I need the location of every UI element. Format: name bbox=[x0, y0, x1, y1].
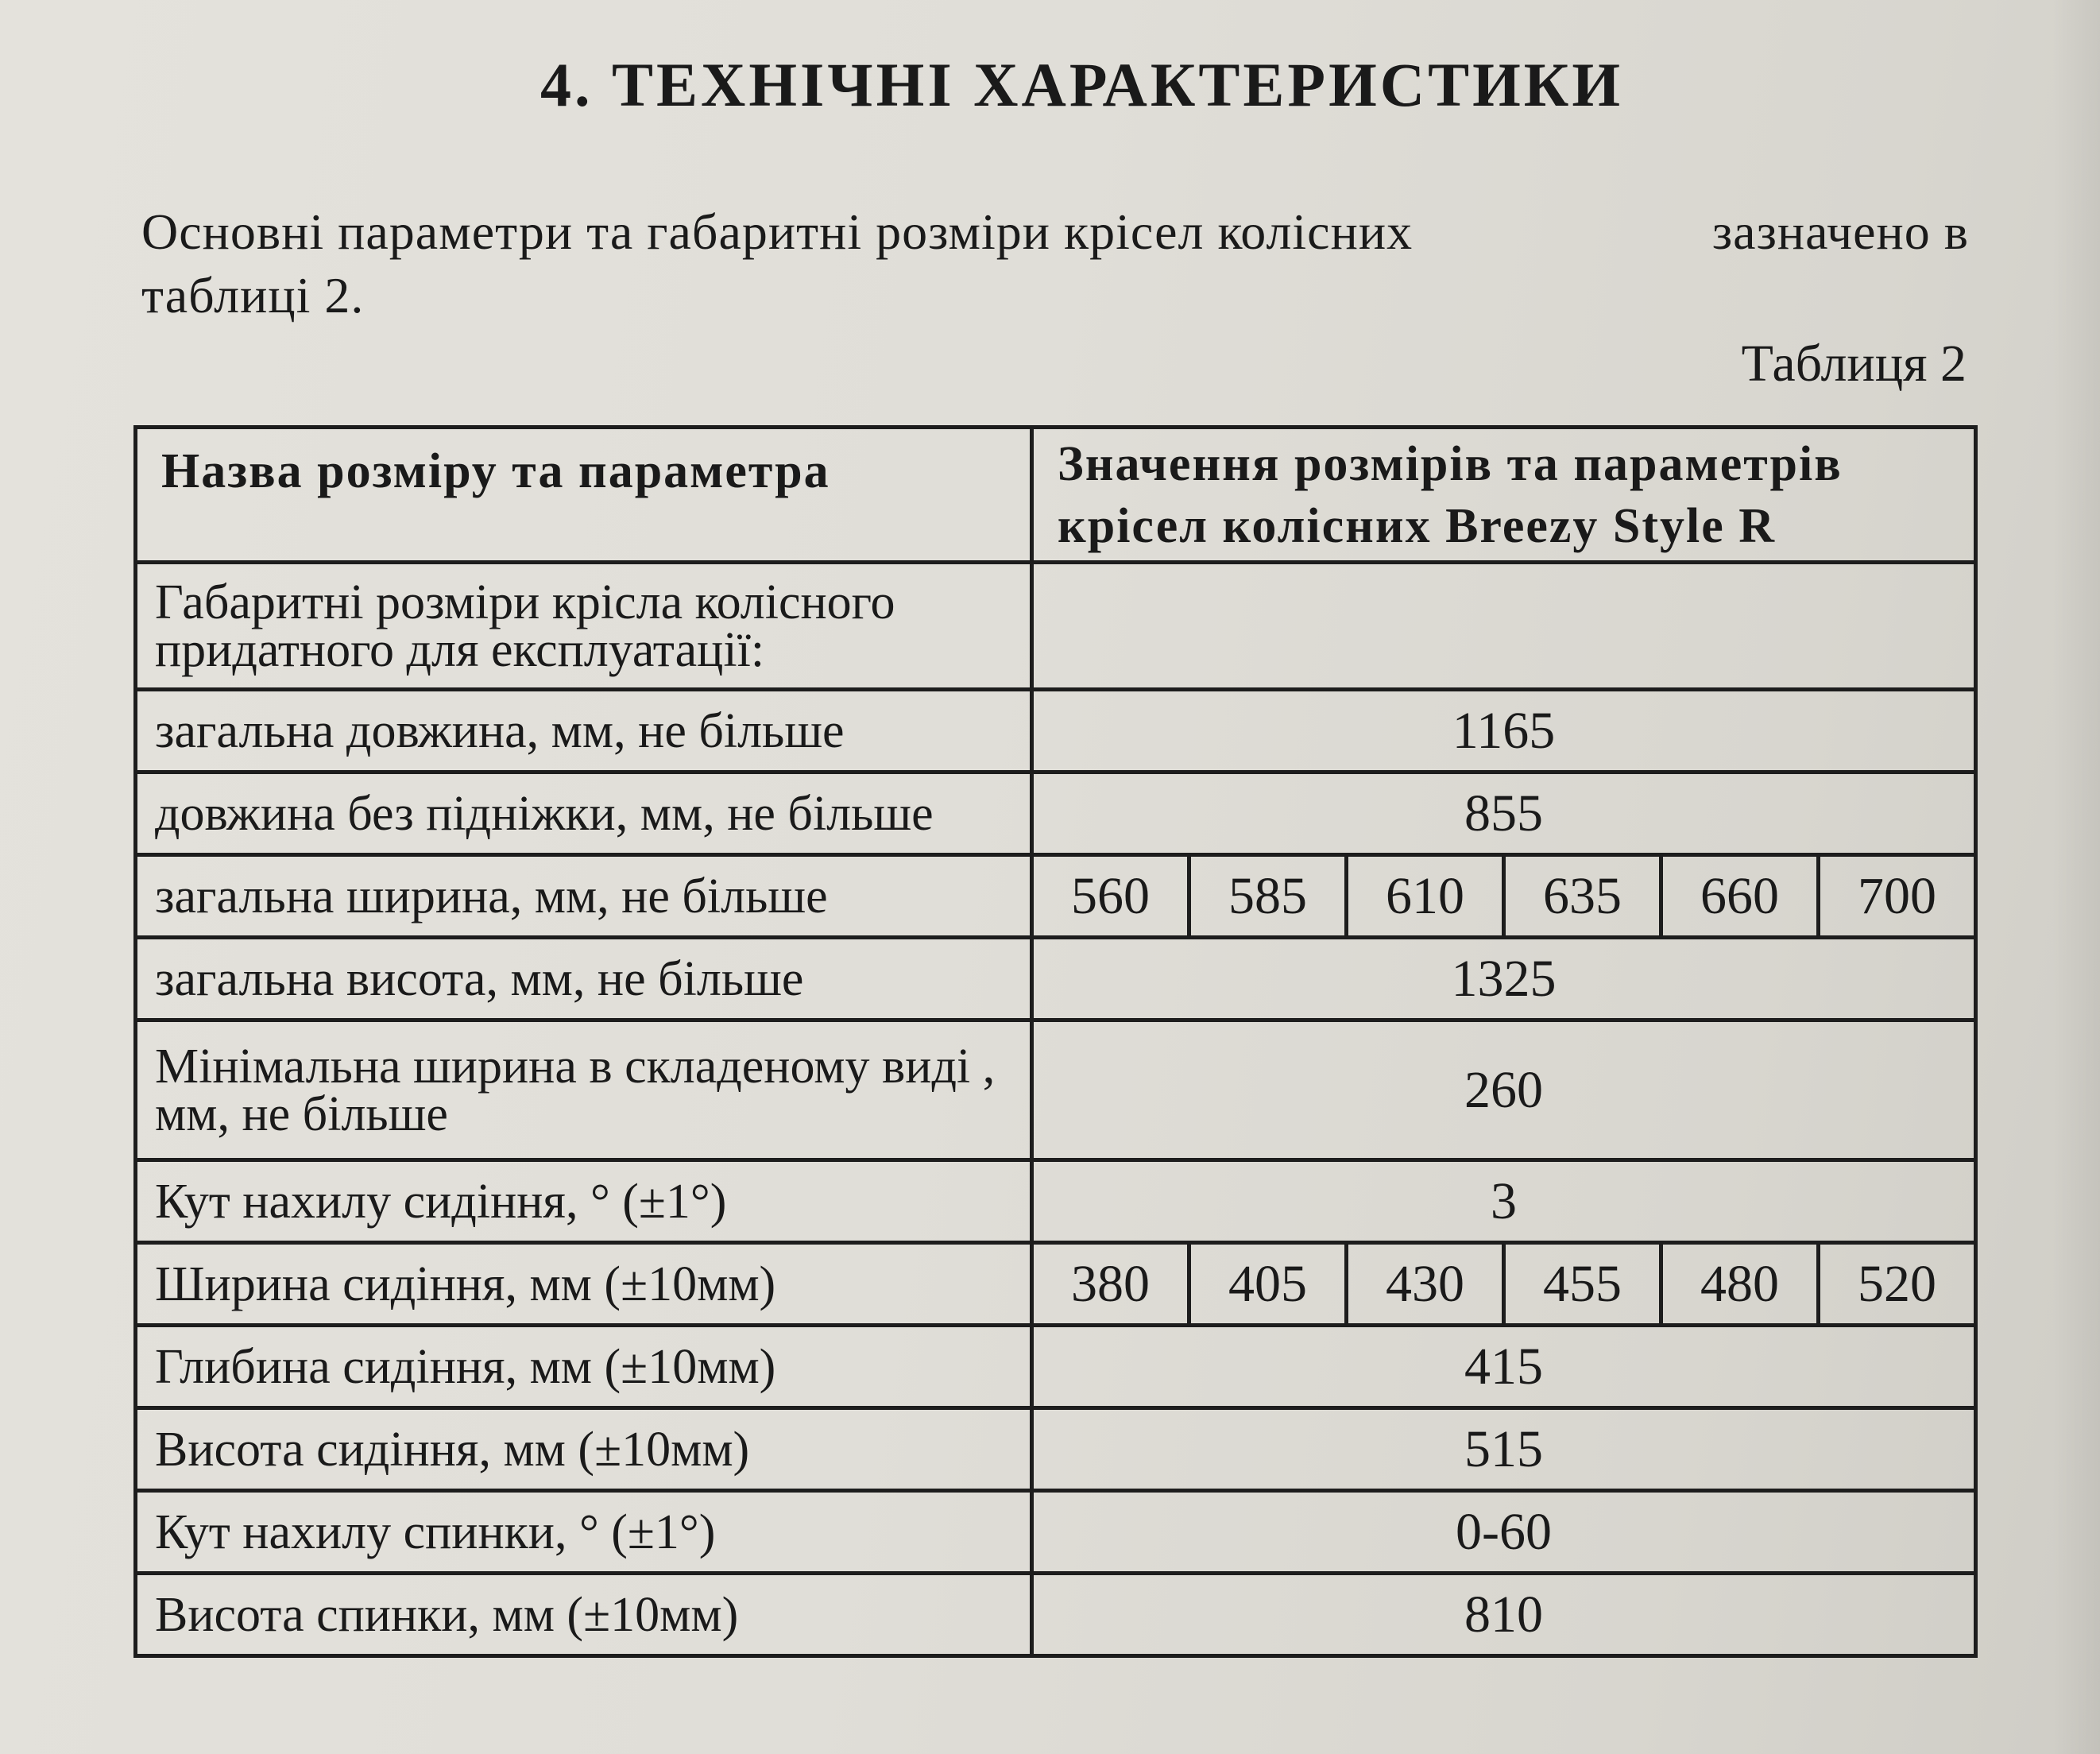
table-row bbox=[136, 1020, 1976, 1160]
param-name: Висота спинки, мм (±10мм) bbox=[136, 1574, 1032, 1656]
table-header-row bbox=[136, 428, 1976, 563]
section-heading: 4. ТЕХНІЧНІ ХАРАКТЕРИСТИКИ bbox=[540, 50, 1624, 119]
width-value: 700 bbox=[1819, 855, 1976, 938]
seat-width-value: 405 bbox=[1189, 1243, 1347, 1326]
param-name: Кут нахилу сидіння, ° (±1°) bbox=[136, 1160, 1032, 1243]
seat-width-value: 520 bbox=[1819, 1243, 1976, 1326]
param-name: загальна висота, мм, не більше bbox=[136, 938, 1032, 1020]
param-value: 3 bbox=[1032, 1160, 1976, 1243]
table-row bbox=[136, 1160, 1976, 1243]
table-row bbox=[136, 690, 1976, 772]
param-name: загальна ширина, мм, не більше bbox=[136, 855, 1032, 938]
page-edge-shadow bbox=[2052, 0, 2100, 1754]
header-value-cell: Значення розмірів та параметрів крісел колісних Breezy Style R bbox=[1032, 428, 1976, 563]
param-value: 415 bbox=[1032, 1326, 1976, 1408]
specs-table bbox=[133, 425, 1978, 1658]
width-value: 635 bbox=[1504, 855, 1661, 938]
table-row bbox=[136, 1491, 1976, 1574]
param-value: 260 bbox=[1032, 1020, 1976, 1160]
param-value: 1325 bbox=[1032, 938, 1976, 1020]
param-value bbox=[1032, 563, 1976, 690]
param-value: 515 bbox=[1032, 1408, 1976, 1491]
table-row bbox=[136, 1574, 1976, 1656]
param-name: Глибина сидіння, мм (±10мм) bbox=[136, 1326, 1032, 1408]
param-name: Габаритні розміри крісла колісного придатного для експлуатації: bbox=[136, 563, 1032, 690]
intro-line-1 bbox=[141, 200, 1969, 264]
width-value: 560 bbox=[1032, 855, 1189, 938]
param-value: 810 bbox=[1032, 1574, 1976, 1656]
table-row bbox=[136, 772, 1976, 855]
intro-line-1-text: Основні параметри та габаритні розміри крісел колісних bbox=[141, 203, 1414, 260]
table-row bbox=[136, 938, 1976, 1020]
seat-width-value: 455 bbox=[1504, 1243, 1661, 1326]
intro-line-2: таблиці 2. bbox=[141, 267, 365, 323]
param-value: 0-60 bbox=[1032, 1491, 1976, 1574]
table-row bbox=[136, 855, 1976, 938]
seat-width-value: 480 bbox=[1661, 1243, 1819, 1326]
intro-line-1-end: зазначено в bbox=[1711, 203, 1969, 260]
param-name: Кут нахилу спинки, ° (±1°) bbox=[136, 1491, 1032, 1574]
intro-paragraph bbox=[141, 200, 1969, 327]
seat-width-value: 380 bbox=[1032, 1243, 1189, 1326]
param-value: 855 bbox=[1032, 772, 1976, 855]
param-name: Ширина сидіння, мм (±10мм) bbox=[136, 1243, 1032, 1326]
param-name: загальна довжина, мм, не більше bbox=[136, 690, 1032, 772]
table-row bbox=[136, 1243, 1976, 1326]
param-name: Мінімальна ширина в складеному виді , мм, не більше bbox=[136, 1020, 1032, 1160]
table-row bbox=[136, 563, 1976, 690]
seat-width-value: 430 bbox=[1347, 1243, 1504, 1326]
param-name: Висота сидіння, мм (±10мм) bbox=[136, 1408, 1032, 1491]
header-name-cell bbox=[136, 428, 1032, 563]
table-caption: Таблиця 2 bbox=[1741, 335, 1967, 393]
width-value: 585 bbox=[1189, 855, 1347, 938]
param-value: 1165 bbox=[1032, 690, 1976, 772]
table-row bbox=[136, 1326, 1976, 1408]
width-value: 610 bbox=[1347, 855, 1504, 938]
table-row bbox=[136, 1408, 1976, 1491]
width-value: 660 bbox=[1661, 855, 1819, 938]
param-name: довжина без підніжки, мм, не більше bbox=[136, 772, 1032, 855]
header-name-text: Назва розміру та параметра bbox=[161, 444, 830, 498]
